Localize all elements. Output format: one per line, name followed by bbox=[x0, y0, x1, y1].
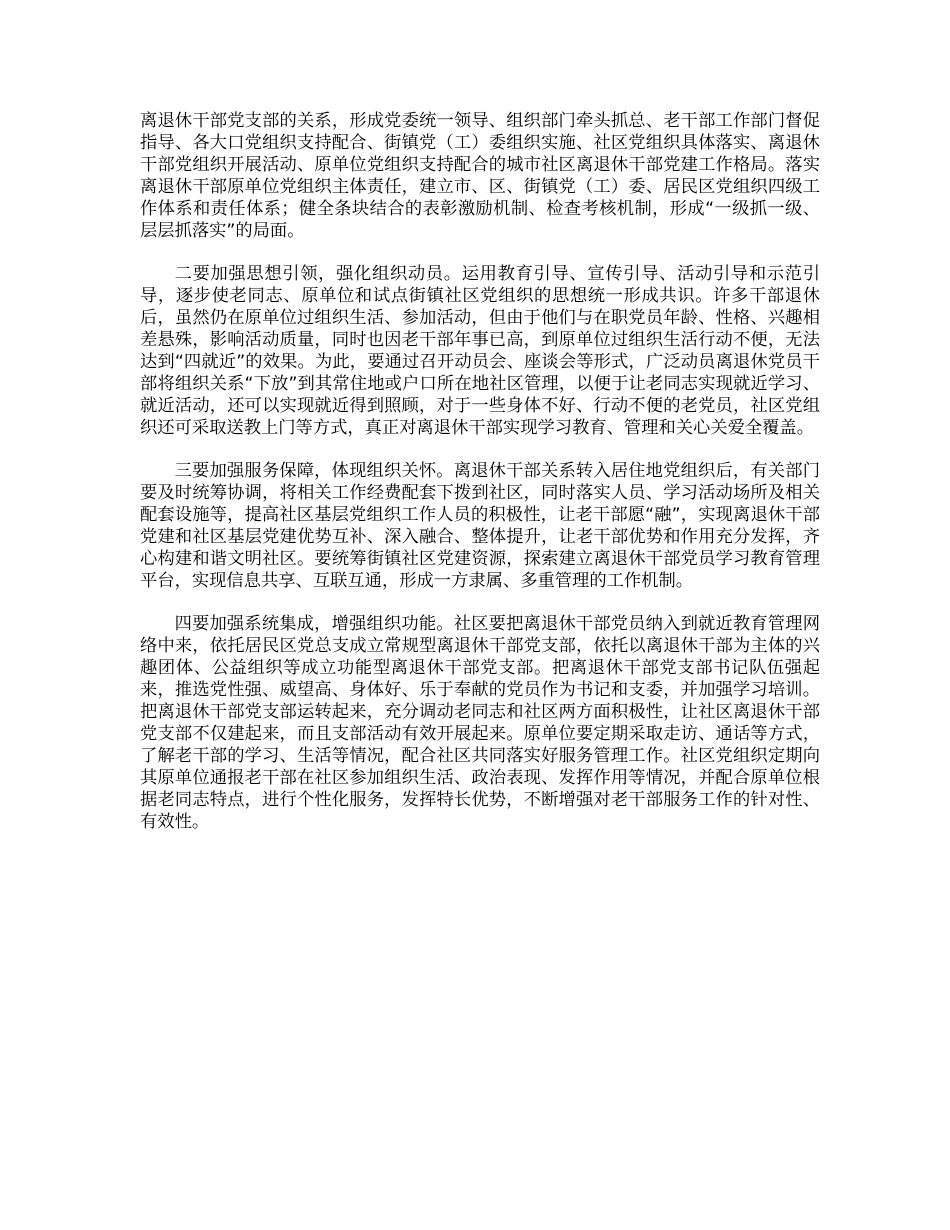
paragraph-4: 四要加强系统集成，增强组织功能。社区要把离退休干部党员纳入到就近教育管理网络中来，依托居民区党总支成立常规型离退休干部党支部，依托以离退休干部为主体的兴趣团体、公益组织等成立功能型离退休干部党支部。把离退休干部党支部书记队伍强起来，推选党性强、威望高、身体好、乐于奉献的党员作为书记和支委，并加强学习培训。把离退休干部党支部运转起来，充分调动老同志和社区两方面积极性，让社区离退休干部党支部不仅建起来，而且支部活动有效开展起来。原单位要定期采取走访、通话等方式，了解老干部的学习、生活等情况，配合社区共同落实好服务管理工作。社区党组织定期向其原单位通报老干部在社区参加组织生活、政治表现、发挥作用等情况，并配合原单位根据老同志特点，进行个性化服务，发挥特长优势，不断增强对老干部服务工作的针对性、有效性。 bbox=[140, 614, 820, 832]
paragraph-2: 二要加强思想引领，强化组织动员。运用教育引导、宣传引导、活动引导和示范引导，逐步使老同志、原单位和试点街镇社区党组织的思想统一形成共识。许多干部退休后，虽然仍在原单位过组织生活、参加活动，但由于他们与在职党员年龄、性格、兴趣相差悬殊，影响活动质量，同时也因老干部年事已高，到原单位过组织生活行动不便，无法达到“四就近”的效果。为此，要通过召开动员会、座谈会等形式，广泛动员离退休党员干部将组织关系“下放”到其常住地或户口所在地社区管理，以便于让老同志实现就近学习、就近活动，还可以实现就近得到照顾，对于一些身体不好、行动不便的老党员，社区党组织还可采取送教上门等方式，真正对离退休干部实现学习教育、管理和关心关爱全覆盖。 bbox=[140, 264, 820, 438]
paragraph-3: 三要加强服务保障，体现组织关怀。离退休干部关系转入居住地党组织后，有关部门要及时统筹协调，将相关工作经费配套下拨到社区，同时落实人员、学习活动场所及相关配套设施等，提高社区基层党组织工作人员的积极性，让老干部愿“融”，实现离退休干部党建和社区基层党建优势互补、深入融合、整体提升，让老干部优势和作用充分发挥，齐心构建和谐文明社区。要统筹街镇社区党建资源，探索建立离退休干部党员学习教育管理平台，实现信息共享、互联互通，形成一方隶属、多重管理的工作机制。 bbox=[140, 461, 820, 591]
paragraph-1: 离退休干部党支部的关系，形成党委统一领导、组织部门牵头抓总、老干部工作部门督促指导、各大口党组织支持配合、街镇党（工）委组织实施、社区党组织具体落实、离退休干部党组织开展活动、原单位党组织支持配合的城市社区离退休干部党建工作格局。落实离退休干部原单位党组织主体责任，建立市、区、街镇党（工）委、居民区党组织四级工作体系和责任体系；健全条块结合的表彰激励机制、检查考核机制，形成“一级抓一级、层层抓落实”的局面。 bbox=[140, 111, 820, 241]
document-page bbox=[140, 110, 820, 854]
